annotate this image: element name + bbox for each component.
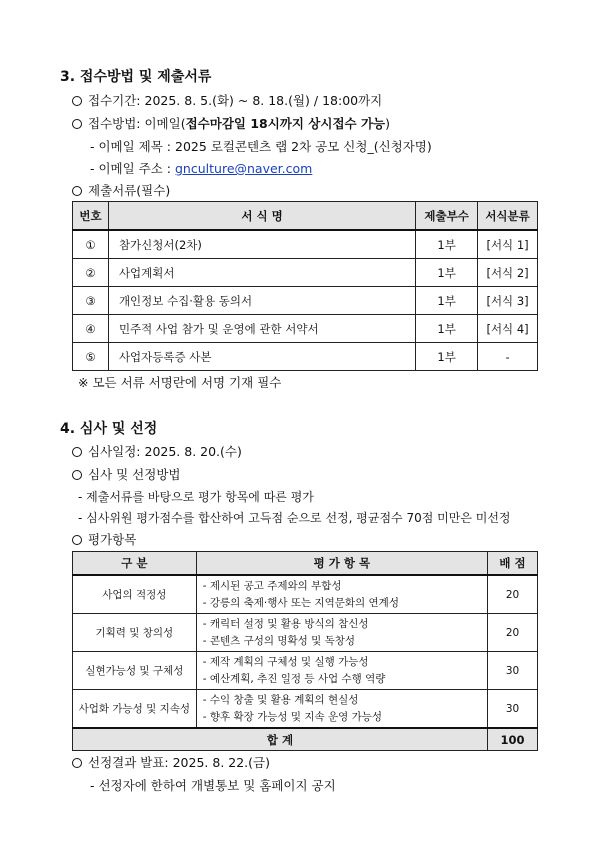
bullet-circle-icon xyxy=(72,470,82,480)
header-name: 서 식 명 xyxy=(108,202,415,231)
sum-label: 합 계 xyxy=(73,728,488,751)
email-link[interactable]: gnculture@naver.com xyxy=(175,161,313,176)
method-line: 접수방법: 이메일(접수마감일 18시까지 상시접수 가능) xyxy=(72,114,390,132)
table-row: ④ 민주적 사업 참가 및 운영에 관한 서약서 1부 [서식 4] xyxy=(73,315,538,343)
email-address-line: - 이메일 주소 : gnculture@naver.com xyxy=(90,161,313,176)
table-row: ③ 개인정보 수집·활용 동의서 1부 [서식 3] xyxy=(73,287,538,315)
header-copies: 제출부수 xyxy=(416,202,478,231)
sum-value: 100 xyxy=(488,728,538,751)
section-4-title: 4. 심사 및 선정 xyxy=(60,421,158,437)
header-form: 서식분류 xyxy=(478,202,538,231)
signature-note: ※ 모든 서류 서명란에 서명 기재 필수 xyxy=(78,375,282,390)
table-header-row xyxy=(73,552,538,576)
table-row: 실현가능성 및 구체성 - 제작 계획의 구체성 및 실행 가능성 - 예산계획, 추진 일정 등 사업 수행 역량 30 xyxy=(73,652,538,690)
schedule-line: 심사일정: 2025. 8. 20.(수) xyxy=(72,442,242,460)
table-row: ⑤ 사업자등록증 사본 1부 - xyxy=(73,343,538,371)
table-row: 사업화 가능성 및 지속성 - 수익 창출 및 활용 계획의 현실성 - 향후 확장 가능성 및 지속 운영 가능성 30 xyxy=(73,690,538,729)
sum-row xyxy=(73,728,538,751)
method-item-1: - 제출서류를 바탕으로 평가 항목에 따른 평가 xyxy=(78,490,314,504)
evaluation-table xyxy=(72,551,538,751)
bullet-circle-icon xyxy=(72,758,82,768)
table-row: 사업의 적정성 - 제시된 공고 주제와의 부합성 - 강릉의 축제·행사 또는 지역문화의 연계성 20 xyxy=(73,575,538,614)
bullet-circle-icon xyxy=(72,535,82,545)
header-items: 평 가 항 목 xyxy=(196,552,487,576)
result-note: - 선정자에 한하여 개별통보 및 홈페이지 공지 xyxy=(90,778,336,793)
table-row: ① 참가신청서(2차) 1부 [서식 1] xyxy=(73,230,538,259)
period-line: 접수기간: 2025. 8. 5.(화) ~ 8. 18.(월) / 18:00까지 xyxy=(72,91,382,109)
result-line: 선정결과 발표: 2025. 8. 22.(금) xyxy=(72,753,270,771)
table-row: ② 사업계획서 1부 [서식 2] xyxy=(73,259,538,287)
method-label-line: 심사 및 선정방법 xyxy=(72,465,180,483)
bullet-circle-icon xyxy=(72,447,82,457)
header-no: 번호 xyxy=(73,202,109,231)
table-row: 기획력 및 창의성 - 캐릭터 설정 및 활용 방식의 참신성 - 콘텐츠 구성의 명확성 및 독창성 20 xyxy=(73,614,538,652)
bullet-circle-icon xyxy=(72,186,82,196)
documents-table xyxy=(72,201,538,371)
email-subject-line: - 이메일 제목 : 2025 로컬콘텐츠 랩 2차 공모 신청_(신청자명) xyxy=(90,139,432,154)
bullet-circle-icon xyxy=(72,96,82,106)
items-label-line: 평가항목 xyxy=(72,530,136,548)
section-3-title: 3. 접수방법 및 제출서류 xyxy=(60,69,212,85)
header-category: 구 분 xyxy=(73,552,197,576)
method-item-2: - 심사위원 평가점수를 합산하여 고득점 순으로 선정, 평균점수 70점 미만은 미선정 xyxy=(78,511,511,525)
docs-label-line: 제출서류(필수) xyxy=(72,181,170,199)
header-score: 배 점 xyxy=(488,552,538,576)
table-header-row xyxy=(73,202,538,231)
bullet-circle-icon xyxy=(72,119,82,129)
